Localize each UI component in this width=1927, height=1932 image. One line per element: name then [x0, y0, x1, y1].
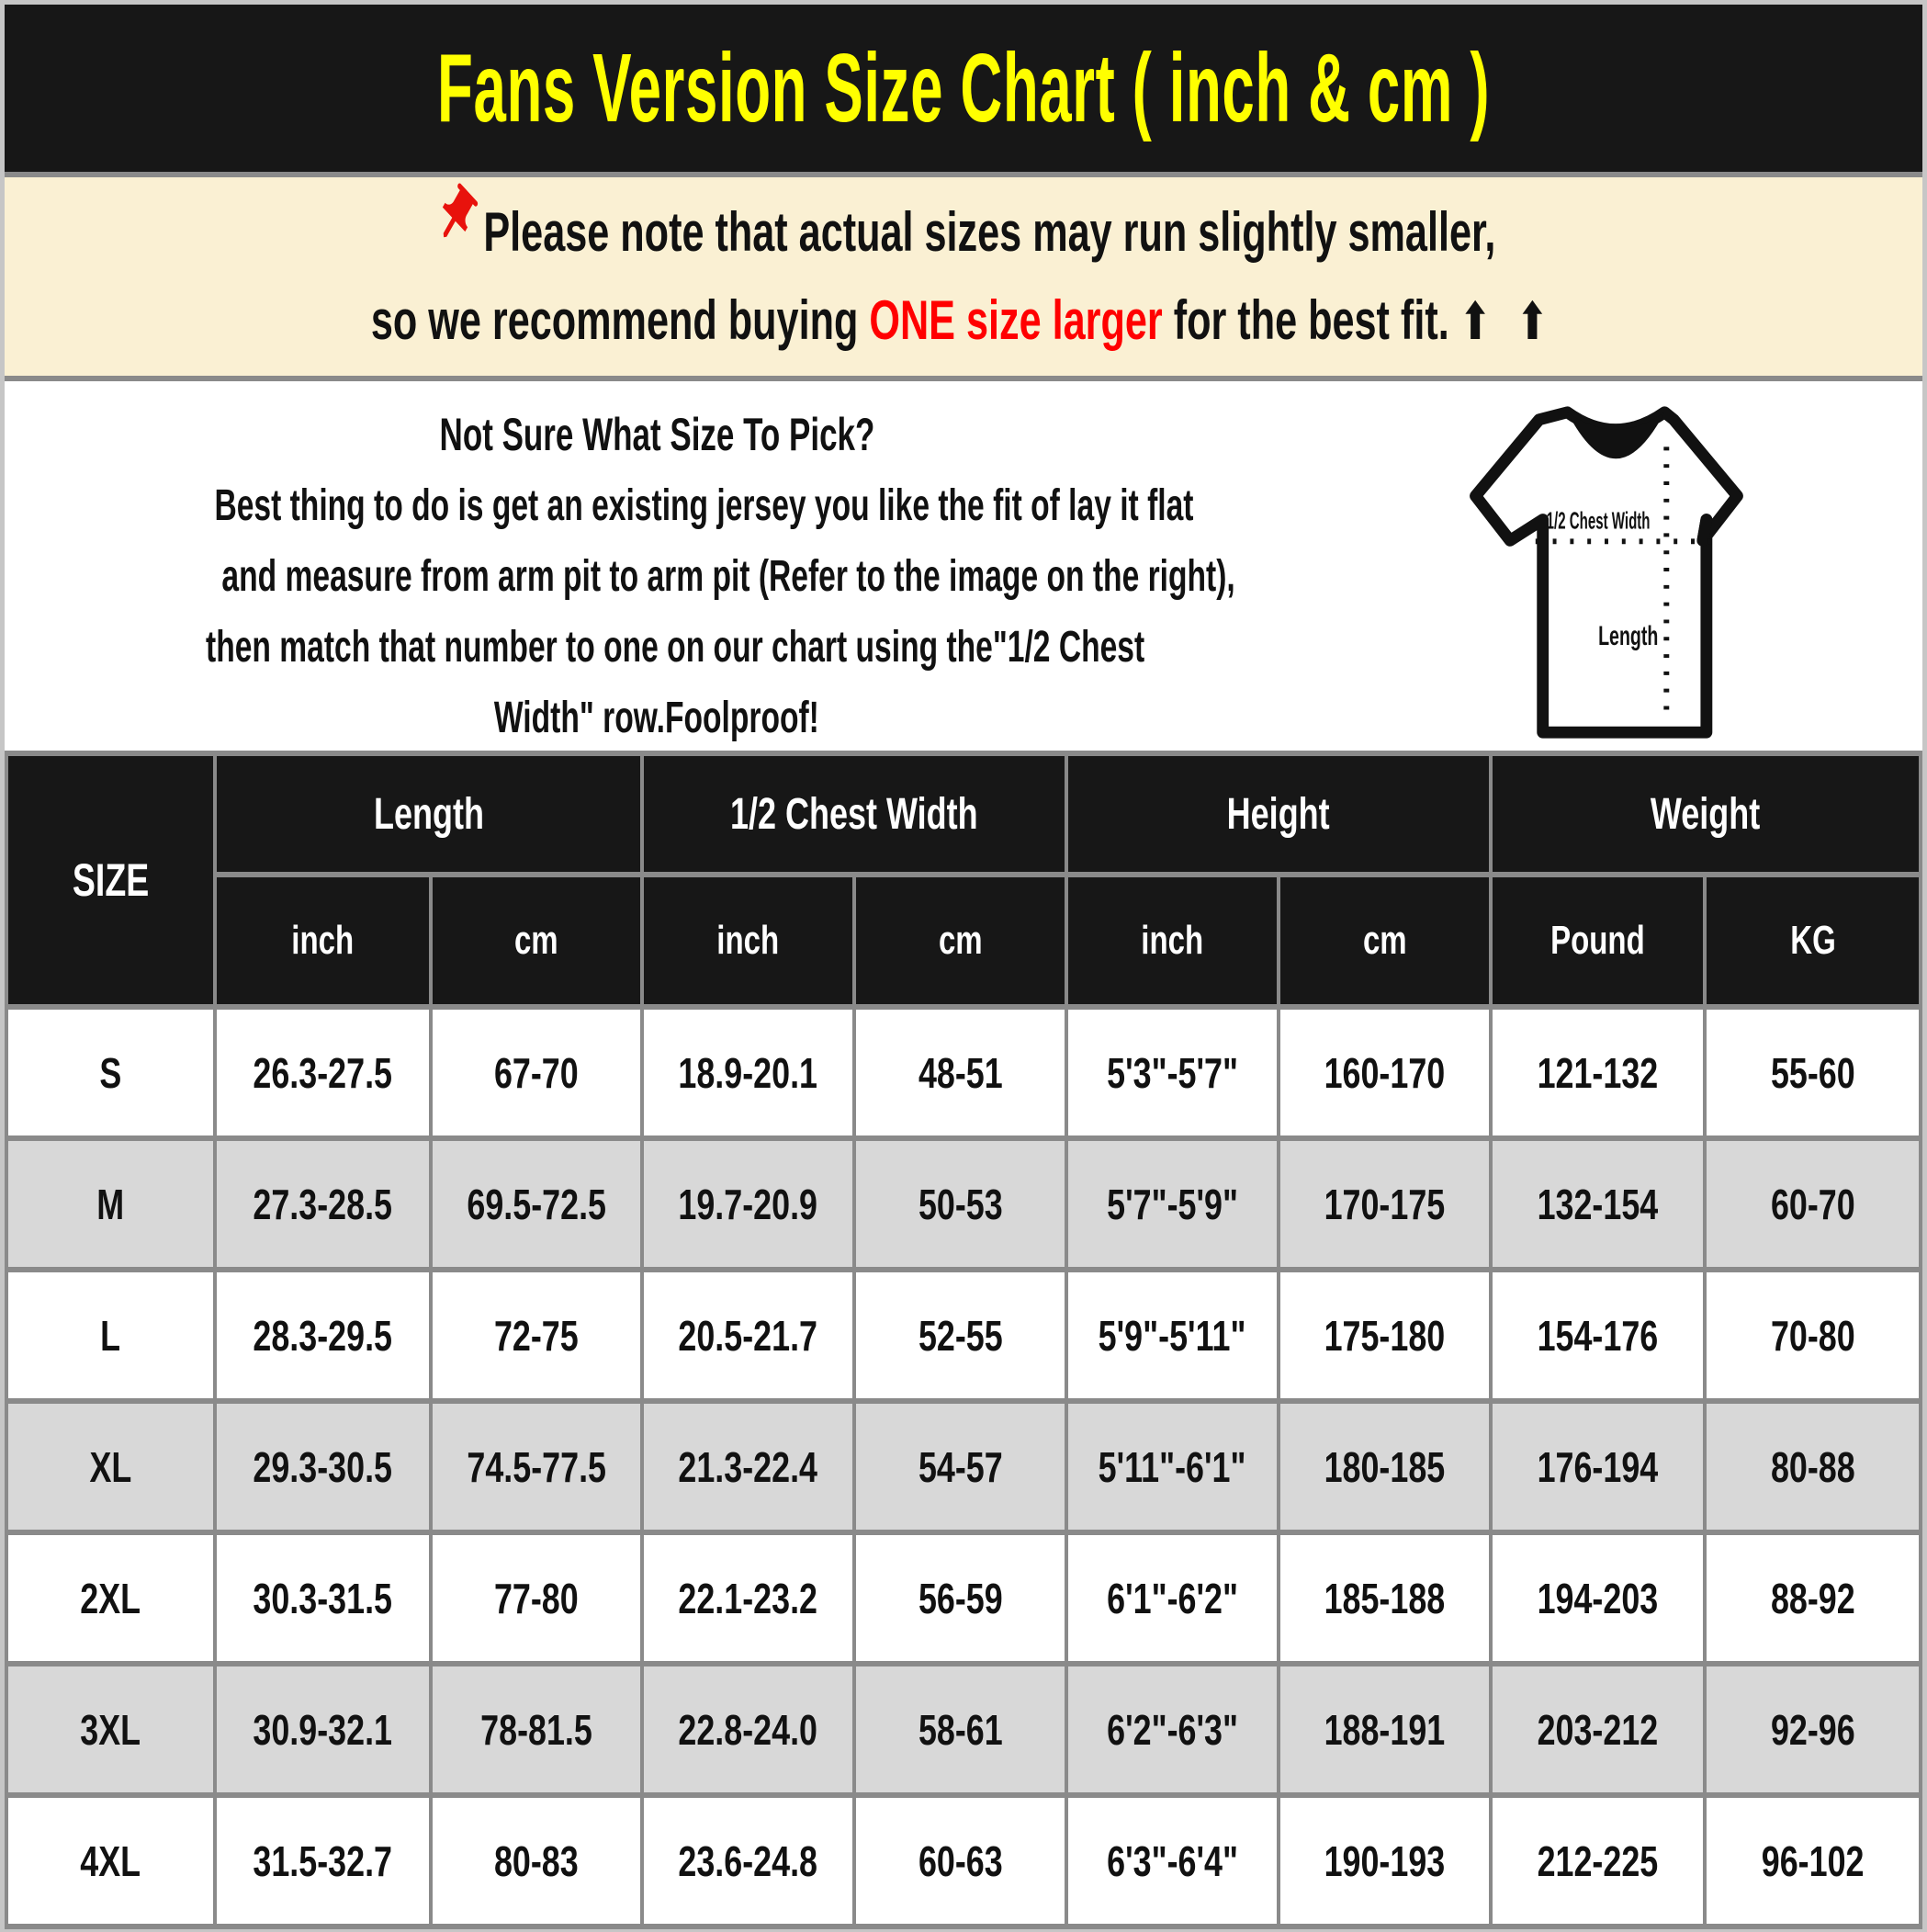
value-label: 6'2"-6'3": [1107, 1705, 1238, 1754]
value-label: 23.6-24.8: [678, 1836, 818, 1885]
size-cell: [6, 1007, 215, 1138]
size-cell: [6, 1795, 215, 1926]
guide-line-1-text: Best thing to do is get an existing jersey you like the fit of lay it flat: [214, 481, 1194, 530]
page-title-text: Fans Version Size Chart ( inch & cm ): [436, 33, 1491, 142]
value-label: 28.3-29.5: [253, 1311, 393, 1360]
table-row: [6, 1401, 1921, 1532]
value-cell: [431, 1664, 642, 1795]
value-cell: [1705, 1532, 1921, 1664]
value-label: 58-61: [918, 1705, 1003, 1754]
value-cell: [1279, 1664, 1491, 1795]
value-cell: [1705, 1664, 1921, 1795]
value-label: 52-55: [918, 1311, 1003, 1360]
value-cell: [215, 1007, 431, 1138]
value-cell: [1705, 1270, 1921, 1401]
unit-header: [431, 875, 642, 1007]
value-cell: [642, 1138, 854, 1270]
guide-line: [5, 470, 1309, 541]
notice-line-2: [5, 277, 1922, 365]
value-label: 60-63: [918, 1836, 1003, 1885]
measuring-guide: [5, 381, 1922, 751]
group-header-row: [6, 753, 1921, 875]
value-label: 22.1-23.2: [678, 1574, 818, 1622]
group-header-weight: [1491, 753, 1921, 875]
value-label: 5'3"-5'7": [1107, 1048, 1238, 1097]
group-header-chest-width: [642, 753, 1066, 875]
value-cell: [1066, 1532, 1279, 1664]
value-label: 121-132: [1537, 1048, 1659, 1097]
page-title: [86, 33, 1841, 144]
value-label: 27.3-28.5: [253, 1180, 393, 1228]
value-label: 188-191: [1324, 1705, 1446, 1754]
value-cell: [854, 1401, 1066, 1532]
size-cell: [6, 1401, 215, 1532]
value-cell: [1066, 1270, 1279, 1401]
unit-header-text: inch: [716, 918, 780, 963]
size-label: 4XL: [80, 1836, 141, 1885]
unit-header: [1279, 875, 1491, 1007]
value-cell: [1066, 1401, 1279, 1532]
notice-text-2-suffix: for the best fit.: [1162, 289, 1449, 351]
size-table-body: [6, 1007, 1921, 1926]
value-label: 175-180: [1324, 1311, 1446, 1360]
value-cell: [1705, 1795, 1921, 1926]
size-column-header-text: SIZE: [72, 854, 150, 906]
value-label: 31.5-32.7: [253, 1836, 393, 1885]
value-label: 70-80: [1770, 1311, 1855, 1360]
up-arrows-icon: ⬆ ⬆: [1459, 292, 1557, 350]
unit-header: [854, 875, 1066, 1007]
value-cell: [1491, 1270, 1705, 1401]
guide-heading-text: Not Sure What Size To Pick?: [439, 409, 874, 460]
size-table: [5, 751, 1922, 1929]
unit-header: [642, 875, 854, 1007]
value-cell: [642, 1532, 854, 1664]
guide-line-4-text: Width" row.Foolproof!: [493, 694, 819, 742]
size-cell: [6, 1138, 215, 1270]
size-cell: [6, 1532, 215, 1664]
value-cell: [1491, 1138, 1705, 1270]
value-label: 26.3-27.5: [253, 1048, 393, 1097]
value-cell: [1066, 1138, 1279, 1270]
value-label: 56-59: [918, 1574, 1003, 1622]
value-label: 194-203: [1537, 1574, 1659, 1622]
value-cell: [431, 1270, 642, 1401]
value-label: 22.8-24.0: [678, 1705, 818, 1754]
unit-header-text: inch: [291, 918, 355, 963]
value-label: 154-176: [1537, 1311, 1659, 1360]
size-column-header: [6, 753, 215, 1007]
value-cell: [1279, 1532, 1491, 1664]
value-label: 69.5-72.5: [467, 1180, 606, 1228]
value-label: 60-70: [1770, 1180, 1855, 1228]
value-cell: [1705, 1138, 1921, 1270]
value-cell: [215, 1270, 431, 1401]
guide-line: [5, 683, 1309, 753]
unit-header: [1066, 875, 1279, 1007]
value-cell: [1066, 1795, 1279, 1926]
value-label: 5'9"-5'11": [1099, 1311, 1246, 1360]
value-cell: [854, 1795, 1066, 1926]
value-label: 6'1"-6'2": [1107, 1574, 1238, 1622]
guide-line: [5, 612, 1309, 683]
value-label: 6'3"-6'4": [1107, 1836, 1238, 1885]
unit-header-text: Pound: [1550, 918, 1645, 963]
table-row: [6, 1138, 1921, 1270]
value-label: 212-225: [1537, 1836, 1659, 1885]
guide-heading: [5, 400, 1309, 470]
value-label: 132-154: [1537, 1180, 1659, 1228]
table-row: [6, 1532, 1921, 1664]
unit-header-text: inch: [1141, 918, 1204, 963]
value-label: 5'11"-6'1": [1099, 1442, 1246, 1491]
value-cell: [642, 1795, 854, 1926]
value-cell: [854, 1270, 1066, 1401]
table-row: [6, 1270, 1921, 1401]
length-label: Length: [1598, 621, 1659, 652]
value-label: 160-170: [1324, 1048, 1446, 1097]
size-label: S: [99, 1048, 122, 1097]
value-label: 180-185: [1324, 1442, 1446, 1491]
notice-highlight: ONE size larger: [869, 289, 1163, 351]
value-cell: [854, 1664, 1066, 1795]
value-cell: [1066, 1007, 1279, 1138]
value-label: 78-81.5: [480, 1705, 592, 1754]
value-label: 48-51: [918, 1048, 1003, 1097]
value-label: 54-57: [918, 1442, 1003, 1491]
value-cell: [215, 1138, 431, 1270]
value-cell: [431, 1795, 642, 1926]
value-cell: [215, 1795, 431, 1926]
value-cell: [1491, 1007, 1705, 1138]
size-table-header: [6, 753, 1921, 1007]
value-cell: [1279, 1270, 1491, 1401]
value-cell: [642, 1401, 854, 1532]
unit-header-text: cm: [514, 918, 558, 963]
value-label: 176-194: [1537, 1442, 1659, 1491]
unit-header: [1491, 875, 1705, 1007]
unit-header-text: cm: [938, 918, 983, 963]
guide-line-2-text: and measure from arm pit to arm pit (Refer to the image on the right),: [221, 552, 1235, 601]
size-cell: [6, 1664, 215, 1795]
group-header-length-text: Length: [373, 789, 484, 839]
value-cell: [854, 1007, 1066, 1138]
notice-line-1: [5, 188, 1922, 277]
size-label: M: [96, 1180, 125, 1228]
value-cell: [1066, 1664, 1279, 1795]
size-label: 2XL: [80, 1574, 141, 1622]
value-cell: [215, 1664, 431, 1795]
notice-text-1: Please note that actual sizes may run slightly smaller,: [483, 201, 1496, 263]
unit-header-row: [6, 875, 1921, 1007]
size-label: L: [100, 1311, 121, 1360]
value-cell: [642, 1270, 854, 1401]
unit-header-text: KG: [1789, 918, 1836, 963]
value-label: 20.5-21.7: [678, 1311, 818, 1360]
value-label: 55-60: [1770, 1048, 1855, 1097]
group-header-weight-text: Weight: [1651, 789, 1761, 839]
size-label: XL: [89, 1442, 132, 1491]
value-label: 88-92: [1770, 1574, 1855, 1622]
value-cell: [1705, 1007, 1921, 1138]
value-label: 72-75: [494, 1311, 579, 1360]
unit-header: [215, 875, 431, 1007]
value-label: 5'7"-5'9": [1107, 1180, 1238, 1228]
unit-header-text: cm: [1362, 918, 1407, 963]
guide-line: [5, 541, 1309, 612]
value-label: 92-96: [1770, 1705, 1855, 1754]
notice-text-2-prefix: so we recommend buying: [370, 289, 870, 351]
value-label: 21.3-22.4: [678, 1442, 818, 1491]
table-row: [6, 1664, 1921, 1795]
chest-width-label: 1/2 Chest Width: [1546, 508, 1651, 535]
value-cell: [1705, 1401, 1921, 1532]
value-label: 77-80: [494, 1574, 579, 1622]
guide-text: [5, 400, 1309, 753]
value-cell: [1279, 1007, 1491, 1138]
value-label: 96-102: [1761, 1836, 1865, 1885]
value-cell: [1491, 1401, 1705, 1532]
value-cell: [1279, 1795, 1491, 1926]
value-cell: [854, 1532, 1066, 1664]
value-cell: [431, 1401, 642, 1532]
value-label: 170-175: [1324, 1180, 1446, 1228]
value-label: 29.3-30.5: [253, 1442, 393, 1491]
value-label: 30.9-32.1: [253, 1705, 393, 1754]
value-label: 19.7-20.9: [678, 1180, 818, 1228]
notice-line-1-text: [432, 188, 1495, 277]
value-label: 18.9-20.1: [678, 1048, 818, 1097]
group-header-height: [1066, 753, 1491, 875]
value-cell: [431, 1138, 642, 1270]
value-cell: [1279, 1401, 1491, 1532]
notice-line-2-text: [371, 277, 1556, 366]
table-row: [6, 1795, 1921, 1926]
group-header-length: [215, 753, 642, 875]
value-cell: [215, 1532, 431, 1664]
value-cell: [854, 1138, 1066, 1270]
value-label: 80-88: [1770, 1442, 1855, 1491]
value-cell: [1491, 1532, 1705, 1664]
value-label: 185-188: [1324, 1574, 1446, 1622]
size-label: 3XL: [80, 1705, 141, 1754]
value-label: 80-83: [494, 1836, 579, 1885]
value-cell: [215, 1401, 431, 1532]
value-cell: [1491, 1664, 1705, 1795]
title-bar: [5, 5, 1922, 172]
value-label: 67-70: [494, 1048, 579, 1097]
value-cell: [642, 1664, 854, 1795]
value-cell: [1491, 1795, 1705, 1926]
value-cell: [431, 1007, 642, 1138]
value-label: 50-53: [918, 1180, 1003, 1228]
value-cell: [1279, 1138, 1491, 1270]
group-header-chest-width-text: 1/2 Chest Width: [730, 789, 978, 839]
size-cell: [6, 1270, 215, 1401]
value-label: 74.5-77.5: [467, 1442, 606, 1491]
guide-line-3-text: then match that number to one on our chart using the"1/2 Chest: [206, 623, 1145, 672]
value-label: 190-193: [1324, 1836, 1446, 1885]
unit-header: [1705, 875, 1921, 1007]
tshirt-diagram-icon: [1454, 394, 1757, 749]
group-header-height-text: Height: [1227, 789, 1331, 839]
table-row: [6, 1007, 1921, 1138]
value-cell: [431, 1532, 642, 1664]
value-cell: [642, 1007, 854, 1138]
pushpin-icon: [432, 181, 480, 275]
notice-banner: [5, 172, 1922, 381]
value-label: 203-212: [1537, 1705, 1659, 1754]
value-label: 30.3-31.5: [253, 1574, 393, 1622]
